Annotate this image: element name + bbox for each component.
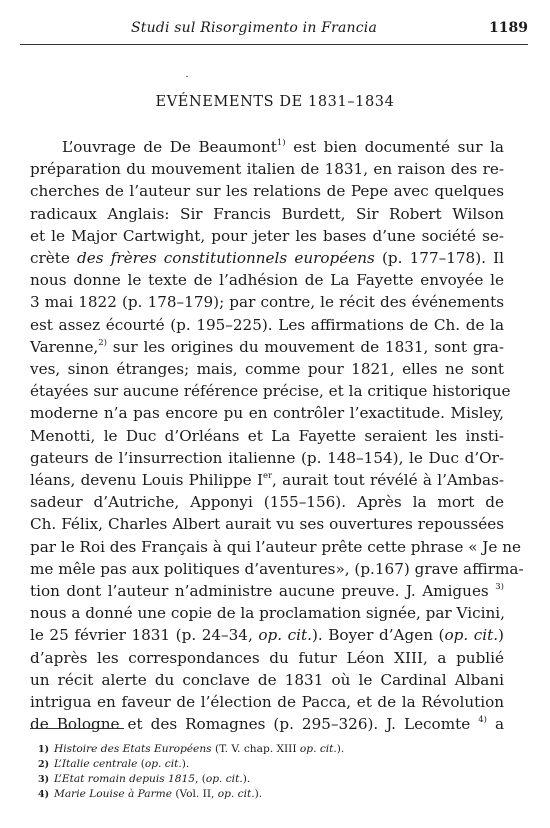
footnote-ref-1: 1) <box>276 138 286 148</box>
text-line: cherches de l’auteur sur les relations de Pepe avec quelques <box>30 182 504 201</box>
italic-title: des frères constitutionnels européens <box>77 249 375 268</box>
text-line: nous donne le texte de l’adhésion de La Fayette envoyée le <box>30 271 504 290</box>
body-text <box>30 136 524 735</box>
text-line: et le Major Cartwight, pour jeter les bases d’une société se- <box>30 226 504 245</box>
text-line: gateurs de l’insurrection italienne (p. 148–154), le Duc d’Or- <box>30 448 504 467</box>
text-line: préparation du mouvement italien de 1831, en raison des re- <box>30 160 504 179</box>
text-line: étayées sur aucune référence précise, et la critique historique <box>30 382 511 401</box>
text-line: L’ouvrage de De Beaumont$^{1)}$ est bien documenté sur la <box>62 138 504 156</box>
text-line: Menotti, le Duc d’Orléans et La Fayette seraient les insti- <box>30 426 504 445</box>
footnote-4: 4) Marie Louise à Parme (Vol. II, op. cit.). <box>38 788 263 800</box>
text-line: par le Roi des Français à qui l’auteur prête cette phrase « Je ne <box>30 537 521 556</box>
text-line: intrigua en faveur de l’élection de Pacca, et de la Révolution <box>30 693 504 712</box>
section-title: EVÉNEMENTS DE 1831–1834 <box>155 94 395 110</box>
text-line: 3 mai 1822 (p. 178–179); par contre, le récit des événements <box>30 293 504 312</box>
text-line: de Bologne et des Romagnes (p. 295–326). J. Lecomte $^{4)}$ a <box>30 715 505 734</box>
text-line: le 25 février 1831 (p. 24–34, op. cit.). Boyer d’Agen (op. cit.) <box>30 626 504 645</box>
text-line: tion dont l’auteur n’administre aucune preuve. J. Amigues $^{3)}$ <box>30 582 504 601</box>
text-line: me mêle pas aux politiques d’aventures», (p.167) grave affirma- <box>30 559 524 578</box>
text-line: radicaux Anglais: Sir Francis Burdett, Sir Robert Wilson <box>30 204 504 223</box>
print-speck <box>186 76 188 77</box>
footnote-2: 2) L’Italie centrale (op. cit.). <box>38 758 190 770</box>
running-title: Studi sul Risorgimento in Francia <box>130 20 378 36</box>
text-line: léans, devenu Louis Philippe Ier, aurait tout révélé à l’Ambas- <box>30 471 505 490</box>
text-line: sadeur d’Autriche, Apponyi (155–156). Après la mort de <box>30 493 504 512</box>
footnote-1: 1) Histoire des Etats Européens (T. V. chap. XIII op. cit.). <box>38 743 345 755</box>
text-line: ves, sinon étranges; mais, comme pour 1821, elles ne sont <box>30 360 504 379</box>
footnote-ref-3: 3) <box>495 582 504 593</box>
footnote-ref-4: 4) <box>478 715 487 726</box>
page-header <box>20 14 528 42</box>
text-line: moderne n’a pas encore pu en contrôler l’exactitude. Misley, <box>30 404 504 423</box>
footnote-rule <box>30 728 124 729</box>
footnote-ref-2: 2) <box>98 337 107 348</box>
header-rule <box>20 44 528 45</box>
text-line: est assez écourté (p. 195–225). Les affirmations de Ch. de la <box>30 315 504 334</box>
text-line: crète des frères constitutionnels européens (p. 177–178). Il <box>30 249 504 268</box>
footnote-3: 3) L’Etat romain depuis 1815, (op. cit.). <box>38 773 251 785</box>
text-line: Varenne,$^{2)}$ sur les origines du mouvement de 1831, sont gra- <box>30 337 504 356</box>
text-line: Ch. Félix, Charles Albert aurait vu ses ouvertures repoussées <box>30 515 504 534</box>
text-line: d’après les correspondances du futur Léon XIII, a publié <box>30 648 504 667</box>
footnotes <box>38 742 474 802</box>
superscript-er: er <box>262 471 273 482</box>
text-line: nous a donné une copie de la proclamation signée, par Vicini, <box>30 604 505 623</box>
page-number: 1189 <box>489 20 528 36</box>
text-line: un récit alerte du conclave de 1831 où le Cardinal Albani <box>30 670 504 689</box>
